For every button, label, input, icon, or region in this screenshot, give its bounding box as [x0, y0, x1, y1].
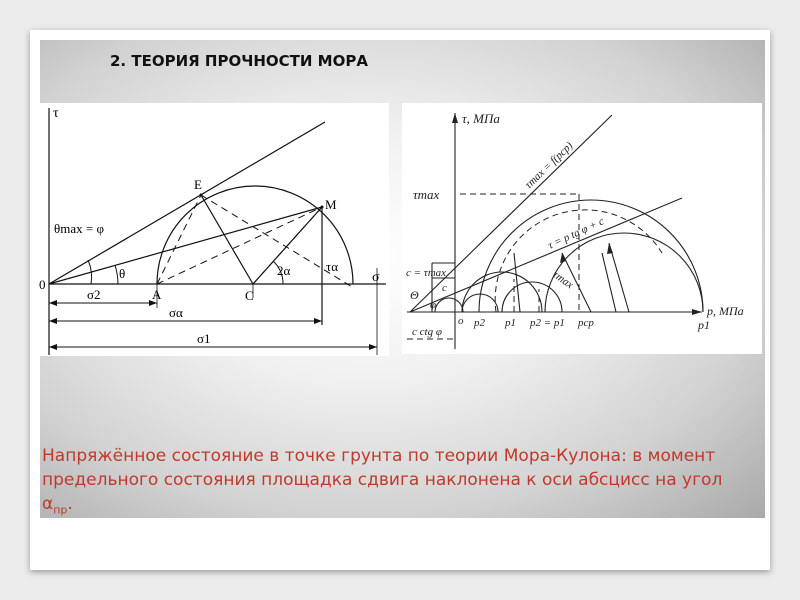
label-theta-right: Θ — [410, 288, 419, 302]
label-cotg: c ctg φ — [412, 326, 442, 338]
label-two-alpha: 2α — [277, 263, 291, 278]
label-tau-axis: τ, МПа — [462, 111, 500, 126]
mohr-circle-diagram — [39, 103, 389, 356]
label-pcp: pcp — [578, 317, 594, 329]
label-sigma-alpha: σα — [169, 305, 183, 320]
caption-subscript: пр — [53, 503, 68, 517]
label-tau-max2: τmax — [550, 268, 576, 292]
label-tau-eq: τ = p tg φ + c — [546, 215, 606, 252]
label-phi: φ — [430, 299, 437, 311]
label-p2-p1: p2 = p1 — [530, 317, 565, 329]
slide-caption — [42, 444, 742, 522]
coulomb-line — [410, 198, 682, 312]
label-c-eq: c = τmax — [406, 267, 447, 279]
label-tau-max-eq: τmax = f(pcp) — [522, 139, 576, 192]
label-tau-max: τmax — [413, 187, 440, 202]
label-p2: p2 — [474, 317, 485, 329]
coulomb-envelope-diagram — [402, 103, 762, 354]
label-theta-max: θmax = φ — [54, 221, 104, 236]
label-c: C — [245, 288, 254, 303]
label-p1-prime: p1 — [505, 317, 516, 329]
caption-end: . — [67, 494, 73, 514]
mohr-semicircle — [157, 186, 353, 284]
label-o: o — [458, 315, 464, 327]
label-a: A — [152, 287, 162, 302]
label-e: E — [194, 177, 202, 192]
tau-max-envelope — [410, 115, 612, 312]
label-p1: p1 — [698, 318, 710, 332]
label-sigma2: σ2 — [87, 287, 101, 302]
label-p-axis: p, МПа — [707, 304, 744, 318]
label-m: M — [325, 197, 337, 212]
caption-text: Напряжённое состояние в точке грунта по теории Мора-Кулона: в момент предельного состояния площадка сдвига наклонена к оси абсцисс на угол α — [42, 446, 723, 514]
envelope-line — [49, 122, 325, 284]
large-semicircle — [479, 200, 703, 312]
label-c: c — [442, 282, 447, 294]
label-sigma: σ — [372, 270, 380, 285]
label-theta: θ — [119, 266, 126, 281]
label-tau: τ — [53, 106, 59, 121]
slide-title: 2. ТЕОРИЯ ПРОЧНОСТИ МОРА — [110, 52, 368, 70]
label-origin: 0 — [39, 277, 46, 292]
label-sigma1: σ1 — [197, 331, 211, 346]
label-tau-alpha: τα — [326, 259, 339, 274]
